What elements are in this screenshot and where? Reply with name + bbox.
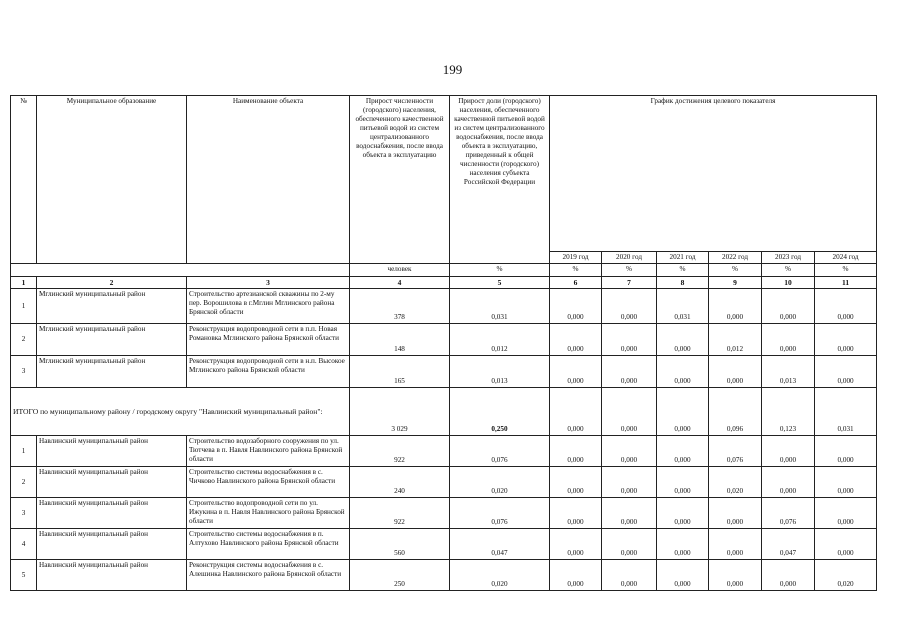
table-row (11, 289, 877, 324)
table-row (11, 356, 877, 388)
column-index: 1 (11, 277, 37, 289)
total-year-value: 0,000 (602, 388, 657, 436)
row-share: 0,031 (450, 289, 550, 324)
column-index: 6 (550, 277, 602, 289)
total-year-value: 0,000 (657, 388, 709, 436)
column-index: 10 (762, 277, 815, 289)
row-year-value: 0,000 (550, 467, 602, 498)
row-year-value: 0,020 (815, 560, 877, 591)
row-year-value: 0,000 (602, 436, 657, 467)
row-year-value: 0,000 (657, 560, 709, 591)
row-year-value: 0,000 (815, 289, 877, 324)
row-object: Строительство артезианской скважины по 2-му пер. Ворошилова в г.Мглин Мглинского района Брянской области (187, 289, 350, 324)
column-index: 7 (602, 277, 657, 289)
unit-pop: человек (350, 264, 450, 277)
row-year-value: 0,000 (815, 356, 877, 388)
row-number: 5 (11, 560, 37, 591)
total-year-value: 0,096 (709, 388, 762, 436)
unit-year-pct: % (709, 264, 762, 277)
row-municipality: Мглинский муниципальный район (37, 324, 187, 356)
row-year-value: 0,031 (657, 289, 709, 324)
row-year-value: 0,000 (762, 289, 815, 324)
unit-year-pct: % (550, 264, 602, 277)
header-year: 2020 год (602, 252, 657, 264)
row-year-value: 0,000 (657, 467, 709, 498)
row-share: 0,012 (450, 324, 550, 356)
row-year-value: 0,000 (709, 560, 762, 591)
header-growth-share: Прирост доли (городского) населения, обеспеченного качественной питьевой водой из систем централизованного водоснабжения, после ввода объекта в эксплуатацию, приведенный к общей численности (городского) населения субъекта Российской Федерации (450, 96, 550, 264)
row-year-value: 0,000 (657, 324, 709, 356)
row-population: 250 (350, 560, 450, 591)
row-population: 922 (350, 436, 450, 467)
column-index: 11 (815, 277, 877, 289)
unit-year-pct: % (657, 264, 709, 277)
row-year-value: 0,000 (602, 356, 657, 388)
row-year-value: 0,000 (709, 529, 762, 560)
row-municipality: Навлинский муниципальный район (37, 498, 187, 529)
row-year-value: 0,000 (550, 356, 602, 388)
table-row (11, 467, 877, 498)
row-year-value: 0,000 (550, 529, 602, 560)
row-year-value: 0,000 (550, 436, 602, 467)
row-year-value: 0,000 (815, 436, 877, 467)
row-year-value: 0,000 (709, 498, 762, 529)
column-index: 4 (350, 277, 450, 289)
row-population: 922 (350, 498, 450, 529)
row-year-value: 0,000 (550, 324, 602, 356)
row-year-value: 0,000 (602, 324, 657, 356)
row-number: 3 (11, 498, 37, 529)
row-number: 1 (11, 289, 37, 324)
row-municipality: Мглинский муниципальный район (37, 356, 187, 388)
row-object: Строительство водопроводной сети по ул. Ижукина в п. Навля Навлинского района Брянской области (187, 498, 350, 529)
total-row (11, 388, 877, 436)
row-object: Реконструкция водопроводной сети в н.п. Высокое Мглинского района Брянской области (187, 356, 350, 388)
row-object: Строительство системы водоснабжения в п. Алтухово Навлинского района Брянской области (187, 529, 350, 560)
page-number: 199 (442, 62, 463, 77)
row-population: 148 (350, 324, 450, 356)
unit-year-pct: % (602, 264, 657, 277)
row-share: 0,076 (450, 498, 550, 529)
row-year-value: 0,000 (602, 467, 657, 498)
row-year-value: 0,000 (657, 356, 709, 388)
target-indicator-table (10, 95, 877, 591)
column-index: 9 (709, 277, 762, 289)
total-year-value: 0,123 (762, 388, 815, 436)
row-share: 0,047 (450, 529, 550, 560)
row-year-value: 0,000 (762, 324, 815, 356)
header-year: 2021 год (657, 252, 709, 264)
row-year-value: 0,076 (762, 498, 815, 529)
header-municipality: Муниципальное образование (37, 96, 187, 264)
row-year-value: 0,013 (762, 356, 815, 388)
row-year-value: 0,076 (709, 436, 762, 467)
row-share: 0,020 (450, 467, 550, 498)
row-number: 1 (11, 436, 37, 467)
row-year-value: 0,000 (657, 498, 709, 529)
row-year-value: 0,000 (815, 467, 877, 498)
row-year-value: 0,000 (762, 467, 815, 498)
row-municipality: Мглинский муниципальный район (37, 289, 187, 324)
row-number: 2 (11, 324, 37, 356)
total-year-value: 0,000 (550, 388, 602, 436)
column-index: 3 (187, 277, 350, 289)
header-num: № (11, 96, 37, 264)
row-object: Реконструкция водопроводной сети в п.п. Новая Романовка Мглинского района Брянской области (187, 324, 350, 356)
total-label: ИТОГО по муниципальному району / городскому округу "Навлинский муниципальный район": (11, 388, 350, 436)
header-year: 2024 год (815, 252, 877, 264)
row-municipality: Навлинский муниципальный район (37, 529, 187, 560)
unit-empty (11, 264, 350, 277)
total-year-value: 0,031 (815, 388, 877, 436)
row-year-value: 0,020 (709, 467, 762, 498)
table-row (11, 529, 877, 560)
row-share: 0,020 (450, 560, 550, 591)
row-share: 0,013 (450, 356, 550, 388)
row-population: 378 (350, 289, 450, 324)
table-row (11, 436, 877, 467)
table-row (11, 498, 877, 529)
row-number: 4 (11, 529, 37, 560)
row-year-value: 0,000 (815, 529, 877, 560)
row-share: 0,076 (450, 436, 550, 467)
table-row (11, 560, 877, 591)
column-index: 8 (657, 277, 709, 289)
row-object: Строительство водозаборного сооружения по ул. Тютчева в п. Навля Навлинского района Брянской области (187, 436, 350, 467)
row-object: Реконструкция системы водоснабжения в с. Алешинка Навлинского района Брянской области (187, 560, 350, 591)
row-year-value: 0,000 (550, 560, 602, 591)
unit-year-pct: % (762, 264, 815, 277)
row-year-value: 0,000 (550, 498, 602, 529)
row-municipality: Навлинский муниципальный район (37, 467, 187, 498)
row-number: 3 (11, 356, 37, 388)
row-municipality: Навлинский муниципальный район (37, 436, 187, 467)
row-year-value: 0,012 (709, 324, 762, 356)
row-year-value: 0,000 (815, 324, 877, 356)
header-year: 2019 год (550, 252, 602, 264)
row-year-value: 0,000 (602, 498, 657, 529)
row-object: Строительство системы водоснабжения в с. Чичково Навлинского района Брянской области (187, 467, 350, 498)
table-row (11, 324, 877, 356)
unit-pct: % (450, 264, 550, 277)
row-year-value: 0,000 (657, 529, 709, 560)
column-index: 2 (37, 277, 187, 289)
row-year-value: 0,000 (709, 289, 762, 324)
row-year-value: 0,000 (762, 436, 815, 467)
header-schedule: График достижения целевого показателя (550, 96, 877, 252)
row-year-value: 0,000 (762, 560, 815, 591)
row-municipality: Навлинский муниципальный район (37, 560, 187, 591)
row-year-value: 0,000 (602, 560, 657, 591)
row-population: 165 (350, 356, 450, 388)
row-number: 2 (11, 467, 37, 498)
row-population: 240 (350, 467, 450, 498)
row-year-value: 0,000 (657, 436, 709, 467)
unit-year-pct: % (815, 264, 877, 277)
header-growth-pop: Прирост численности (городского) населения, обеспеченного качественной питьевой водой из систем централизованного водоснабжения, после ввода объекта в эксплуатацию (350, 96, 450, 264)
total-population: 3 029 (350, 388, 450, 436)
column-index: 5 (450, 277, 550, 289)
row-year-value: 0,000 (550, 289, 602, 324)
header-object: Наименование объекта (187, 96, 350, 264)
row-year-value: 0,000 (709, 356, 762, 388)
row-population: 560 (350, 529, 450, 560)
header-year: 2022 год (709, 252, 762, 264)
total-share: 0,250 (450, 388, 550, 436)
row-year-value: 0,000 (815, 498, 877, 529)
header-year: 2023 год (762, 252, 815, 264)
row-year-value: 0,000 (602, 289, 657, 324)
row-year-value: 0,047 (762, 529, 815, 560)
row-year-value: 0,000 (602, 529, 657, 560)
